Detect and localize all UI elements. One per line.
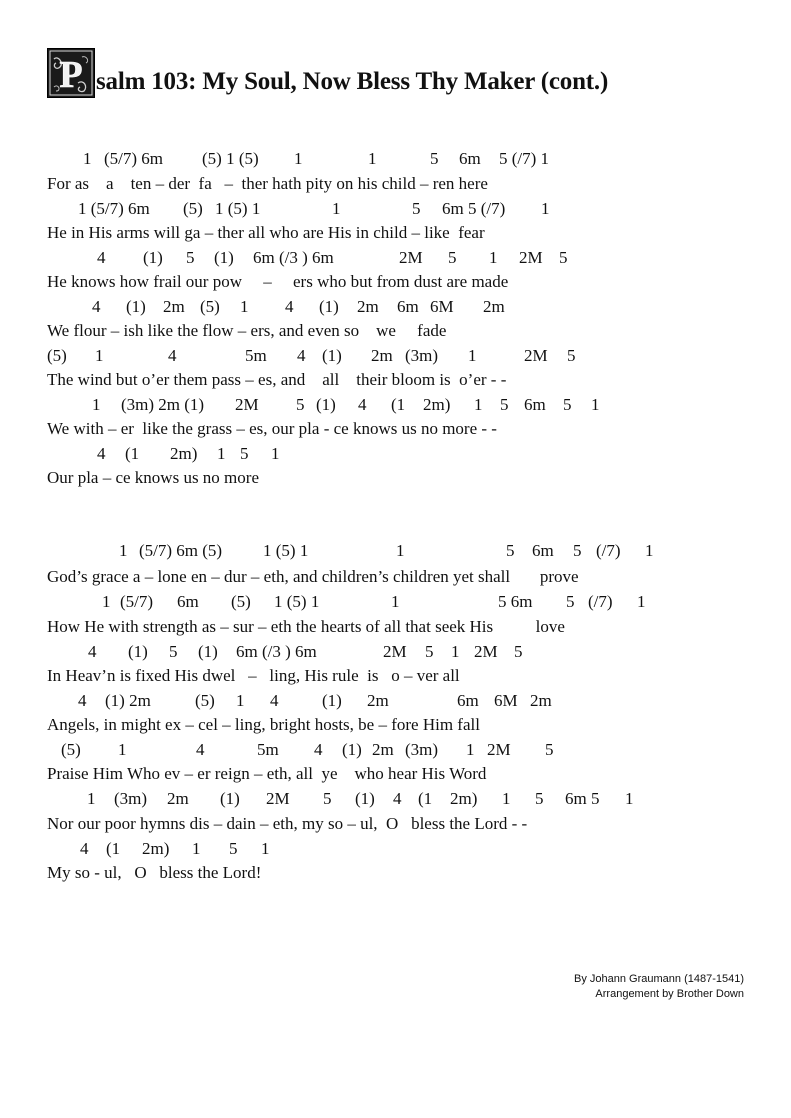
chord: (1)	[220, 789, 240, 808]
chord: 1	[87, 789, 96, 808]
chord: 1	[502, 789, 511, 808]
chord: 5	[169, 642, 178, 661]
chord: 2M	[235, 395, 259, 414]
verse1-lyric-line-5	[0, 369, 791, 391]
chord: 2M	[399, 248, 423, 267]
chord: 4	[393, 789, 402, 808]
chord: 1	[119, 541, 128, 560]
chord: 5	[545, 740, 554, 759]
chord: 1	[271, 444, 280, 463]
chord: 2M	[524, 346, 548, 365]
chord: 1	[261, 839, 270, 858]
verse2-chord-line-1	[0, 540, 791, 562]
chord: 5	[573, 541, 582, 560]
chord: 4	[314, 740, 323, 759]
chord: 5	[535, 789, 544, 808]
arranger-credit: Arrangement by Brother Down	[595, 988, 744, 1000]
chord: (5/7) 6m	[104, 149, 164, 168]
lyric-text: My so - ul, O bless the Lord!	[47, 863, 262, 882]
chord: 6m	[177, 592, 199, 611]
verse1-chord-line-2	[0, 198, 791, 220]
chord: 5	[323, 789, 332, 808]
chord: 6m	[397, 297, 419, 316]
verse2-lyric-line-2	[0, 616, 791, 638]
chord: 2m	[367, 691, 389, 710]
chord: (1)	[198, 642, 218, 661]
chord: 5	[566, 592, 575, 611]
chord: 4	[80, 839, 89, 858]
chord: 2m)	[170, 444, 198, 463]
verse2-lyric-line-6	[0, 813, 791, 835]
chord: (1)	[128, 642, 148, 661]
chord: 1 (5/7) 6m	[78, 199, 150, 218]
lyric-text: How He with strength as – sur – eth the hearts of all that seek His love	[47, 617, 565, 636]
chord: (3m)	[114, 789, 148, 808]
verse2-chord-line-6	[0, 788, 791, 810]
lyric-text: In Heav’n is fixed His dwel – ling, His rule is o – ver all	[47, 666, 460, 685]
chord: (5)	[195, 691, 215, 710]
verse2-lyric-line-4	[0, 714, 791, 736]
chord: 1	[451, 642, 460, 661]
chord: 1	[294, 149, 303, 168]
chord: (1) 2m	[105, 691, 151, 710]
verse1-chord-line-7	[0, 443, 791, 465]
verse2-lyric-line-5	[0, 763, 791, 785]
chord: 2m	[371, 346, 393, 365]
page-title: salm 103: My Soul, Now Bless Thy Maker (cont.)	[96, 68, 609, 95]
chord: 4	[88, 642, 97, 661]
chord: (/7)	[588, 592, 613, 611]
lyric-text: We with – er like the grass – es, our pla - ce knows us no more - -	[47, 419, 497, 438]
chord: (3m)	[405, 740, 439, 759]
chord: 1	[95, 346, 104, 365]
ornate-p-icon	[48, 49, 94, 97]
chord: 6m 5 (/7)	[442, 199, 506, 218]
chord: 6m (/3 ) 6m	[253, 248, 334, 267]
chord: 5m	[257, 740, 279, 759]
chord: (5)	[61, 740, 81, 759]
chord: 1	[625, 789, 634, 808]
verse1-lyric-line-6	[0, 418, 791, 440]
chord: 5m	[245, 346, 267, 365]
chord: 2m)	[450, 789, 478, 808]
verse2-chord-line-3	[0, 641, 791, 663]
verse1-chord-line-3	[0, 247, 791, 269]
chord: 4	[92, 297, 101, 316]
chord: 4	[270, 691, 279, 710]
chord: (1)	[319, 297, 339, 316]
lyric-text: The wind but o’er them pass – es, and all their bloom is o’er - -	[47, 370, 507, 389]
chord: 2m	[483, 297, 505, 316]
chord: 5	[500, 395, 509, 414]
verse1-chord-line-4	[0, 296, 791, 318]
verse1-chord-line-5	[0, 345, 791, 367]
chord: 1	[645, 541, 654, 560]
chord: 4	[285, 297, 294, 316]
verse2-lyric-line-1	[0, 566, 791, 588]
chord: 2m	[167, 789, 189, 808]
chord: 2M	[519, 248, 543, 267]
chord: 1	[118, 740, 127, 759]
chord: 2m	[372, 740, 394, 759]
chord: 1	[92, 395, 101, 414]
chord: 6m	[459, 149, 481, 168]
chord: (5)	[47, 346, 67, 365]
chord: 5	[514, 642, 523, 661]
lyric-text: We flour – ish like the flow – ers, and even so we fade	[47, 321, 447, 340]
verse2-chord-line-4	[0, 690, 791, 712]
chord: (5)	[200, 297, 220, 316]
chord: 5 6m	[498, 592, 533, 611]
lyric-text: He knows how frail our pow – ers who but from dust are made	[47, 272, 509, 291]
chord: 4	[78, 691, 87, 710]
chord: (1)	[342, 740, 362, 759]
verse1-lyric-line-4	[0, 320, 791, 342]
chord: 2M	[487, 740, 511, 759]
verse2-chord-line-5	[0, 739, 791, 761]
chord: 1	[396, 541, 405, 560]
verse1-lyric-line-1	[0, 173, 791, 195]
chord: 4	[196, 740, 205, 759]
chord: 1	[83, 149, 92, 168]
chord: 4	[97, 248, 106, 267]
chord: (1)	[214, 248, 234, 267]
chord: 4	[168, 346, 177, 365]
verse2-chord-line-2	[0, 591, 791, 613]
chord: 5	[559, 248, 568, 267]
chord: 1	[468, 346, 477, 365]
chord: (5)	[231, 592, 251, 611]
verse1-lyric-line-7	[0, 467, 791, 489]
chord: (1)	[322, 346, 342, 365]
chord: (3m)	[405, 346, 439, 365]
chord: 1	[332, 199, 341, 218]
chord: 1	[391, 592, 400, 611]
lyric-text: Praise Him Who ev – er reign – eth, all ye who hear His Word	[47, 764, 487, 783]
lyric-text: Nor our poor hymns dis – dain – eth, my so – ul, O bless the Lord - -	[47, 814, 528, 833]
chord: 1	[591, 395, 600, 414]
chord: 1	[192, 839, 201, 858]
chord: (5/7) 6m (5)	[139, 541, 223, 560]
chord: 5	[563, 395, 572, 414]
chord: 5	[430, 149, 439, 168]
chord: (1)	[355, 789, 375, 808]
chord: (/7)	[596, 541, 621, 560]
lyric-text: God’s grace a – lone en – dur – eth, and children’s children yet shall prove	[47, 567, 579, 586]
chord: 1	[368, 149, 377, 168]
chord: (1)	[143, 248, 163, 267]
verse2-lyric-line-3	[0, 665, 791, 687]
chord: 2M	[266, 789, 290, 808]
chord: 1 (5) 1	[215, 199, 261, 218]
chord: 5	[506, 541, 515, 560]
chord: 2m	[357, 297, 379, 316]
chord: 1 (5) 1	[274, 592, 320, 611]
chord: 6m 5	[565, 789, 600, 808]
chord: 4	[358, 395, 367, 414]
chord: 1 (5) 1	[263, 541, 309, 560]
verse1-lyric-line-2	[0, 222, 791, 244]
drop-cap	[47, 48, 95, 98]
chord: (1	[391, 395, 406, 414]
chord: (5/7)	[120, 592, 154, 611]
verse2-lyric-line-7	[0, 862, 791, 884]
chord: 1	[102, 592, 111, 611]
chord: 6m (/3 ) 6m	[236, 642, 317, 661]
chord: 5	[229, 839, 238, 858]
lyric-text: Our pla – ce knows us no more	[47, 468, 259, 487]
chord: 4	[297, 346, 306, 365]
chord: 1	[637, 592, 646, 611]
lyric-text: Angels, in might ex – cel – ling, bright hosts, be – fore Him fall	[47, 715, 480, 734]
chord: 2M	[383, 642, 407, 661]
chord: 6m	[532, 541, 554, 560]
chord: (1)	[322, 691, 342, 710]
chord: (5)	[183, 199, 203, 218]
chord: 5	[567, 346, 576, 365]
chord: (1	[418, 789, 433, 808]
chord: 2m)	[142, 839, 170, 858]
chord: 6M	[430, 297, 454, 316]
chord: 4	[97, 444, 106, 463]
verse1-lyric-line-3	[0, 271, 791, 293]
chord: 6M	[494, 691, 518, 710]
chord: 5	[240, 444, 249, 463]
verse1-chord-line-6	[0, 394, 791, 416]
chord: 6m	[457, 691, 479, 710]
author-credit: By Johann Graumann (1487-1541)	[574, 973, 744, 985]
svg-text:P: P	[59, 54, 83, 96]
lyric-text: He in His arms will ga – ther all who are His in child – like fear	[47, 223, 485, 242]
chord: (5) 1 (5)	[202, 149, 259, 168]
chord: 5	[186, 248, 195, 267]
attribution	[574, 972, 744, 1002]
chord: (1)	[316, 395, 336, 414]
chord: 1	[217, 444, 226, 463]
chord: 5	[412, 199, 421, 218]
chord: 6m	[524, 395, 546, 414]
chord: 2M	[474, 642, 498, 661]
verse2-chord-line-7	[0, 838, 791, 860]
chord: (1	[106, 839, 121, 858]
chord: 1	[541, 199, 550, 218]
chord: (1)	[126, 297, 146, 316]
lyric-text: For as a ten – der fa – ther hath pity on his child – ren here	[47, 174, 488, 193]
chord: 5	[448, 248, 457, 267]
chord: 5 (/7) 1	[499, 149, 550, 168]
verse1-chord-line-1	[0, 148, 791, 170]
chord: 1	[240, 297, 249, 316]
chord: 1	[474, 395, 483, 414]
chord: 2m	[530, 691, 552, 710]
chord: 1	[466, 740, 475, 759]
chord: (3m) 2m (1)	[121, 395, 205, 414]
chord: 2m	[163, 297, 185, 316]
chord: 5	[296, 395, 305, 414]
chord: 1	[489, 248, 498, 267]
chord: 1	[236, 691, 245, 710]
chord: 5	[425, 642, 434, 661]
chord: (1	[125, 444, 140, 463]
chord: 2m)	[423, 395, 451, 414]
